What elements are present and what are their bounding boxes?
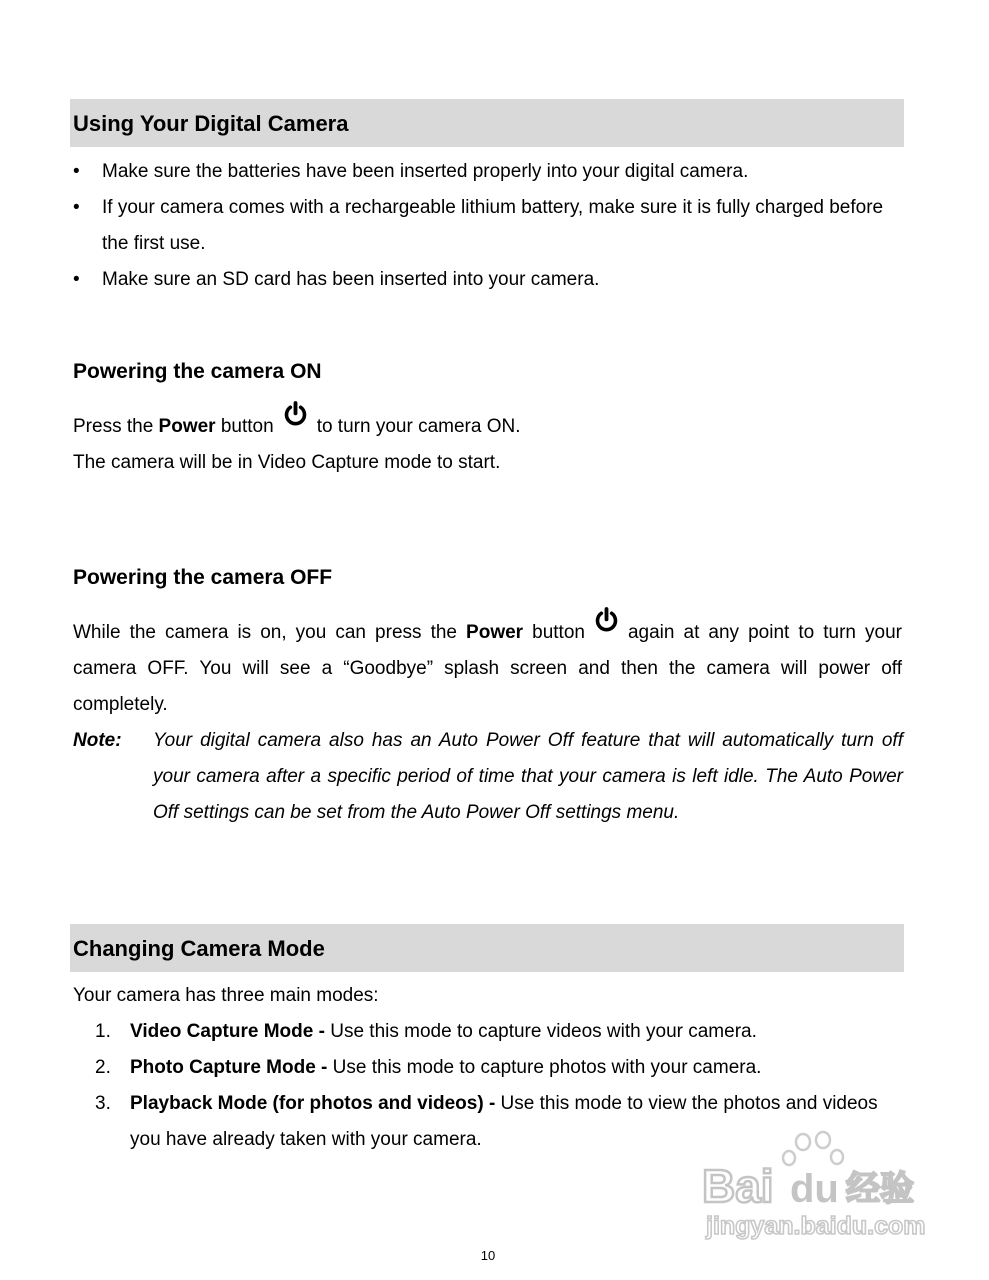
bullet-list: [73, 154, 903, 298]
bullet-text: Make sure the batteries have been inserted properly into your digital camera.: [102, 161, 749, 182]
power-label: Power: [158, 416, 216, 437]
note-label: Note:: [73, 730, 122, 751]
watermark-brand-suffix: du: [790, 1167, 839, 1211]
note-text: Your digital camera also has an Auto Power Off feature that will automatically turn off your camera after a specific period of time that your camera is left idle. The Auto Power Off settings can be set from the Auto Power Off settings menu.: [153, 730, 903, 823]
mode-name: Video Capture Mode -: [130, 1021, 325, 1042]
mode-name: Playback Mode (for photos and videos) -: [130, 1093, 496, 1114]
bullet-text: Make sure an SD card has been inserted into your camera.: [102, 269, 600, 290]
section-header-changing-mode: [70, 924, 904, 972]
power-on-note: The camera will be in Video Capture mode to start.: [73, 452, 501, 473]
list-number: 2.: [95, 1057, 111, 1078]
text-fragment: While the camera is on, you can press the: [73, 622, 467, 643]
text-fragment: button: [215, 416, 274, 437]
mode-description: Use this mode to view the photos and videos you have already taken with your camera.: [130, 1093, 878, 1150]
power-icon: [282, 401, 309, 428]
bullet-icon: •: [73, 269, 80, 290]
section-title: Using Your Digital Camera: [73, 111, 349, 136]
list-item: [73, 262, 903, 298]
list-item: [73, 1050, 903, 1086]
list-number: 3.: [95, 1093, 111, 1114]
list-item: [73, 1014, 903, 1050]
text-fragment: to turn your camera ON.: [316, 416, 521, 437]
list-number: 1.: [95, 1021, 111, 1042]
section-header-using-camera: [70, 99, 904, 147]
power-icon: [593, 607, 620, 634]
page-number: 10: [480, 1248, 496, 1263]
heading-power-on: Powering the camera ON: [73, 360, 322, 383]
bullet-icon: •: [73, 197, 80, 218]
power-off-instruction: [73, 615, 902, 723]
text-fragment: Press the: [73, 416, 159, 437]
bullet-icon: •: [73, 161, 80, 182]
mode-description: Use this mode to capture photos with your camera.: [327, 1057, 762, 1078]
list-item: [73, 154, 903, 190]
mode-name: Photo Capture Mode -: [130, 1057, 328, 1078]
modes-intro: Your camera has three main modes:: [73, 985, 379, 1006]
text-fragment: again at any point to turn your camera OFF. You will see a “Goodbye” splash screen and then the camera will power off completely.: [73, 622, 903, 715]
watermark-brand: Bai: [702, 1160, 774, 1212]
watermark-cn: 经验: [846, 1169, 914, 1209]
baidu-watermark-logo: [700, 1130, 935, 1245]
section-title: Changing Camera Mode: [73, 936, 325, 961]
power-on-instruction: [73, 409, 902, 445]
bullet-text: If your camera comes with a rechargeable lithium battery, make sure it is fully charged before the first use.: [102, 197, 884, 254]
heading-power-off: Powering the camera OFF: [73, 566, 333, 589]
text-fragment: button: [523, 622, 585, 643]
watermark-url: jingyan.baidu.com: [706, 1212, 926, 1240]
note-block: [73, 723, 903, 831]
power-label: Power: [466, 622, 524, 643]
mode-description: Use this mode to capture videos with your camera.: [324, 1021, 757, 1042]
list-item: [73, 190, 903, 262]
